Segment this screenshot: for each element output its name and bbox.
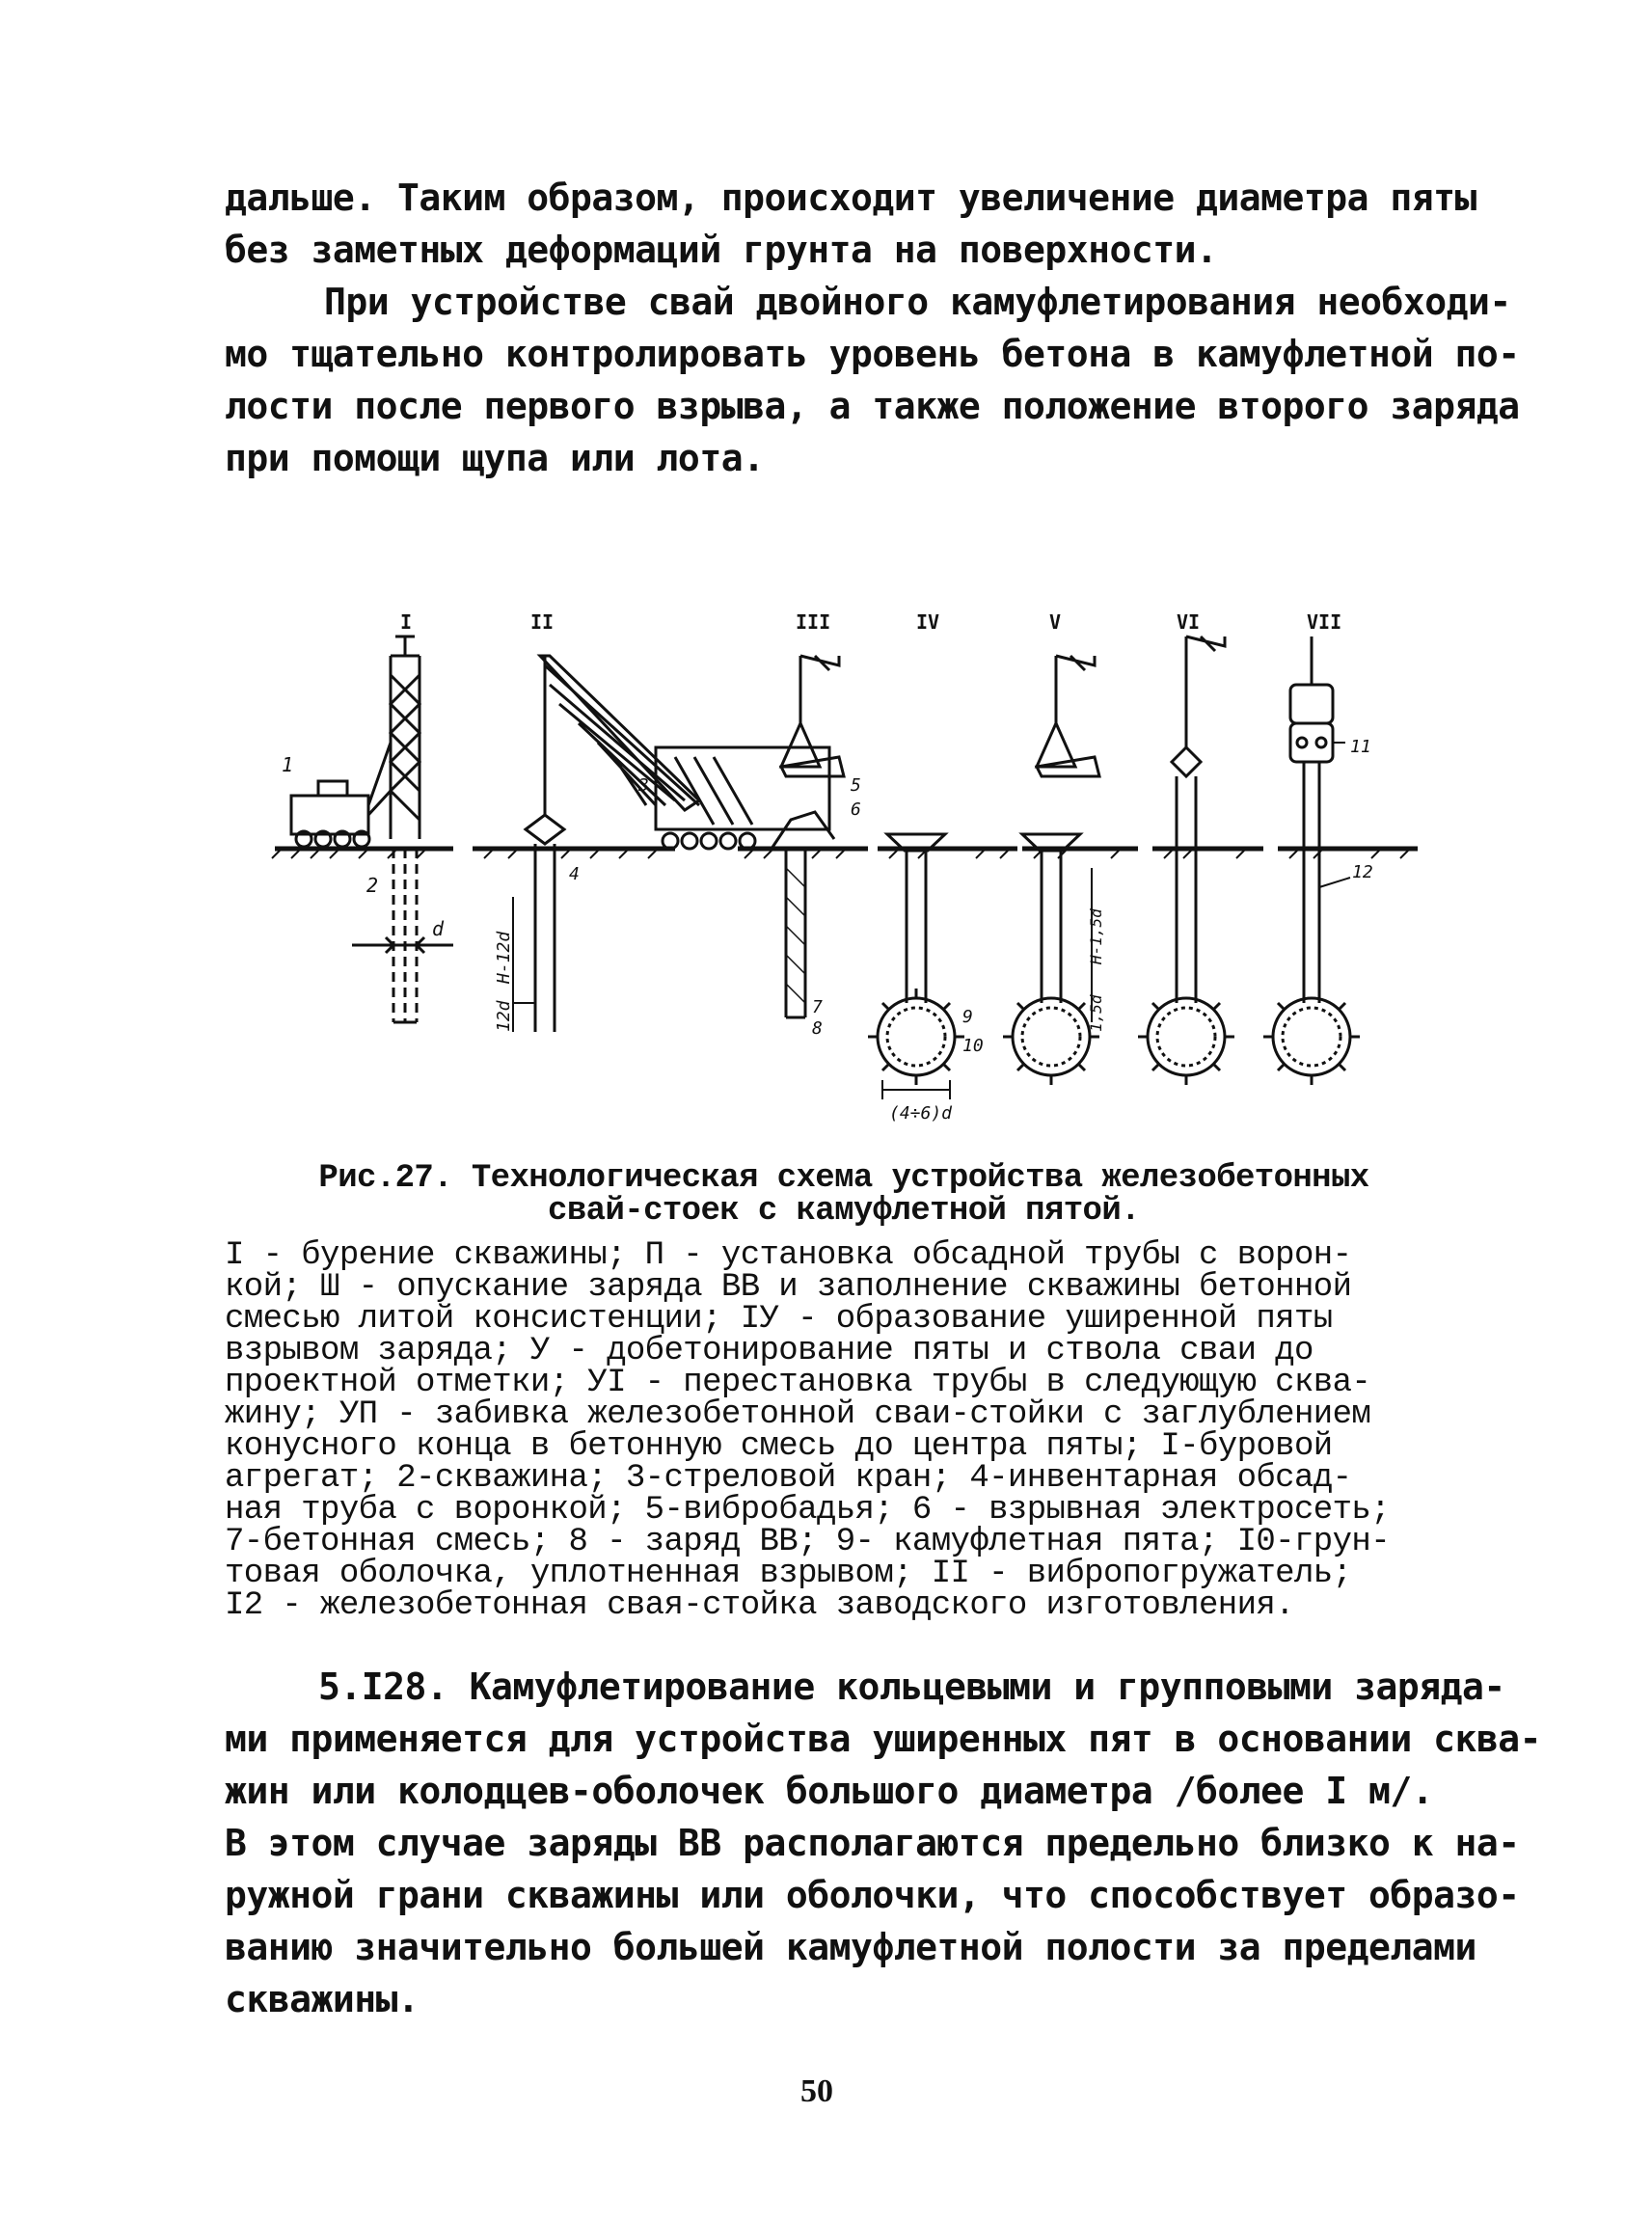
caption-line: I2 - железобетонная свая-стойка заводского изготовления.: [225, 1587, 1294, 1624]
pile-construction-diagram: [260, 598, 1447, 1138]
text-line: В этом случае заряды ВВ располагаются предельно близко к на-: [225, 1822, 1520, 1864]
callout-12: 12: [1352, 862, 1373, 882]
dim-d: d: [432, 917, 445, 940]
page-number: 50: [800, 2073, 833, 2109]
text-line: ми применяется для устройства уширенных пят в основании сква-: [225, 1718, 1542, 1760]
drilling-rig: [291, 637, 453, 1022]
text-line: при помощи щупа или лота.: [225, 437, 765, 479]
callout-11: 11: [1350, 737, 1371, 757]
text-line: дальше. Таким образом, происходит увеличение диаметра пяты: [225, 176, 1476, 219]
caption-line: кой; Ш - опускание заряда ВВ и заполнение скважины бетонной: [225, 1269, 1352, 1306]
figure-caption-title: свай-стоек с камуфлетной пятой.: [548, 1193, 1140, 1230]
text-line: лости после первого взрыва, а также положение второго заряда: [225, 385, 1520, 427]
callout-7: 7: [812, 997, 823, 1017]
dim-h2: H-1,5d: [1087, 908, 1105, 964]
callout-4: 4: [569, 864, 580, 884]
stage-label-3: III: [796, 610, 831, 634]
additional-concreting-stage: [1003, 656, 1099, 1085]
caption-line: смесью литой консистенции; IУ - образование уширенной пяты: [225, 1301, 1333, 1338]
stage-label-5: V: [1049, 610, 1062, 634]
stage-label-4: IV: [916, 610, 940, 634]
callout-3: 3: [638, 775, 649, 796]
pile-driving-stage: [1263, 637, 1360, 1085]
callout-2: 2: [366, 874, 379, 897]
dim-h4: 12d: [494, 1000, 514, 1032]
caption-line: конусного конца в бетонную смесь до центра пяты; I-буровой: [225, 1428, 1333, 1465]
caption-line: жину; УП - забивка железобетонной сваи-стойки с заглублением: [225, 1396, 1371, 1433]
text-line: 5.I28. Камуфлетирование кольцевыми и групповыми заряда-: [318, 1666, 1505, 1708]
text-line: без заметных деформаций грунта на поверхности.: [225, 229, 1218, 271]
callout-1: 1: [282, 753, 294, 776]
dim-h1: H-12d: [494, 931, 514, 984]
figure-caption-title: Рис.27. Технологическая схема устройства железобетонных: [318, 1160, 1369, 1197]
dim-w: (4÷6)d: [889, 1103, 953, 1124]
stage-label-7: VII: [1307, 610, 1342, 634]
stage-label-1: I: [400, 610, 413, 634]
text-line: ванию значительно большей камуфлетной полости за пределами: [225, 1926, 1476, 1968]
callout-10: 10: [962, 1036, 984, 1056]
text-line: При устройстве свай двойного камуфлетирования необходи-: [324, 281, 1511, 323]
casing-relocation-stage: [1138, 637, 1234, 1085]
caption-line: проектной отметки; УI - перестановка трубы в следующую сква-: [225, 1365, 1371, 1401]
text-line: ружной грани скважины или оболочки, что способствует образо-: [225, 1874, 1520, 1916]
text-line: мо тщательно контролировать уровень бетона в камуфлетной по-: [225, 333, 1520, 375]
caption-line: товая оболочка, уплотненная взрывом; II - вибропогружатель;: [225, 1556, 1352, 1592]
concrete-bucket-stage: [772, 656, 844, 1017]
text-line: скважины.: [225, 1978, 420, 2020]
caption-line: 7-бетонная смесь; 8 - заряд ВВ; 9- камуфлетная пята; I0-грун-: [225, 1524, 1391, 1560]
callout-9: 9: [962, 1007, 973, 1027]
dim-h3: 1,5d: [1087, 994, 1105, 1032]
stage-label-6: VI: [1177, 610, 1201, 634]
camouflet-foot-stage: [868, 834, 964, 1099]
crane-with-casing: [513, 656, 829, 1032]
ground-hatching: [272, 851, 1408, 858]
callout-5: 5: [851, 775, 861, 796]
stage-label-2: II: [530, 610, 555, 634]
text-line: жин или колодцев-оболочек большого диаметра /более I м/.: [225, 1770, 1434, 1812]
callout-6: 6: [851, 799, 861, 820]
caption-line: ная труба с воронкой; 5-вибробадья; 6 - взрывная электросеть;: [225, 1492, 1391, 1529]
caption-line: I - бурение скважины; П - установка обсадной трубы с ворон-: [225, 1237, 1352, 1274]
caption-line: агрегат; 2-скважина; 3-стреловой кран; 4-инвентарная обсад-: [225, 1460, 1352, 1497]
callout-8: 8: [812, 1018, 823, 1039]
caption-line: взрывом заряда; У - добетонирование пяты и ствола сваи до: [225, 1333, 1313, 1369]
